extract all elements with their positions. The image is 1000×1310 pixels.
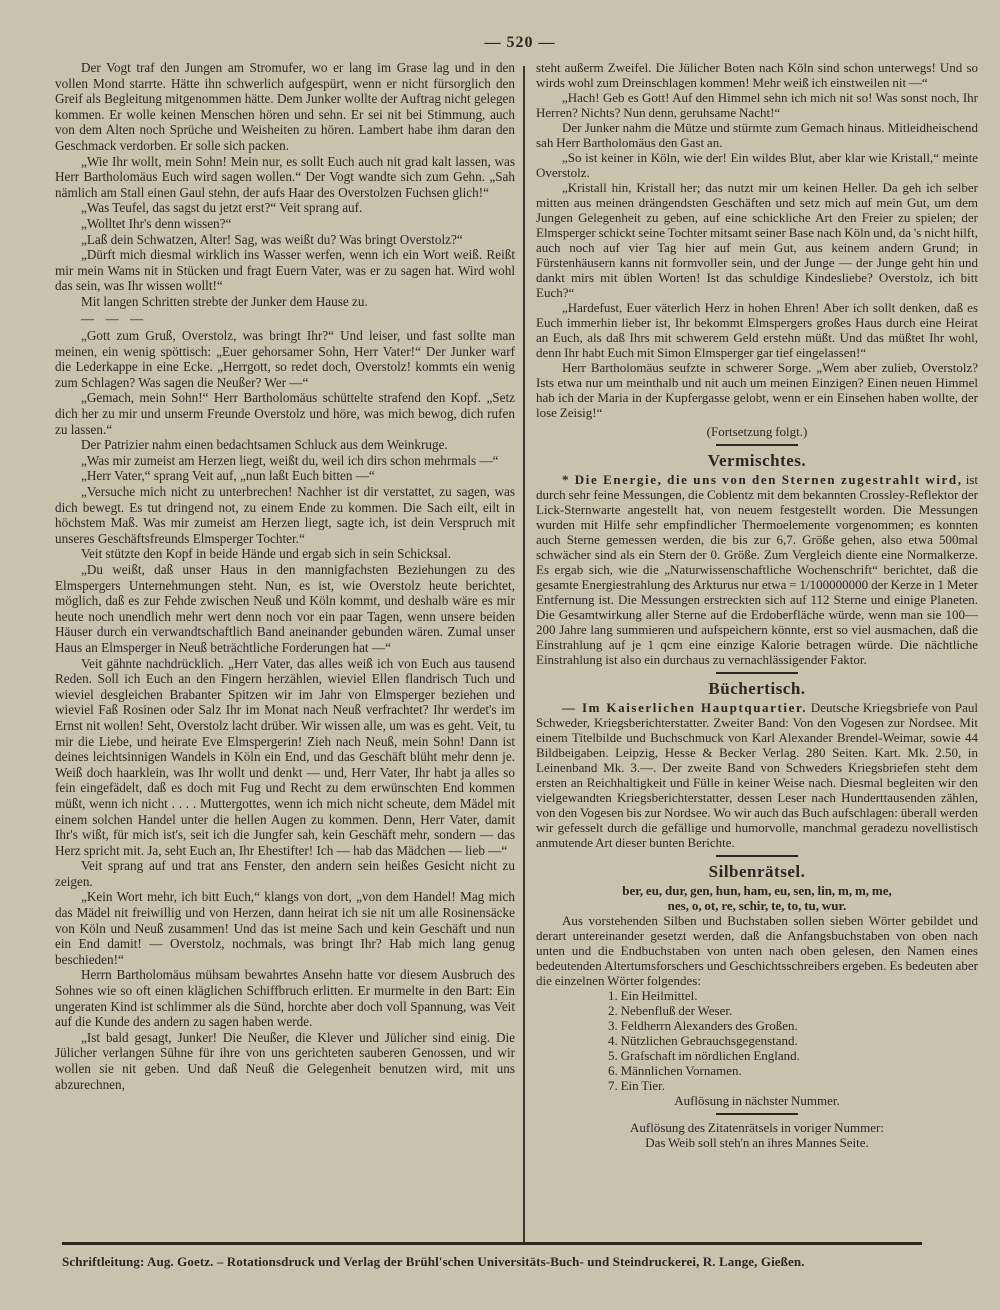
riddle-item: 7. Ein Tier. xyxy=(608,1078,665,1093)
paragraph: „Kristall hin, Kristall her; das nutzt mir um keinen Heller. Da geh ich selber mitten aus meinen drängendsten Geschäften und setz mich auf mein Gut, um dem Jungen Gelegenheit zu geben, auf eine schickliche Art den Freier zu spielen; der Elmsperger schickt seine Tochter mitsamt seiner Base nach Köln und, da 's nicht hilft, auch noch auf vier Tag hier auf mein Gut, aus keinem andern Grund; in Fürstenhäusern kanns nit formvoller sein, und der Junge — der Junge geht hin und dankt mirs mit üblen Worten! Ist das schuldige Kindesliebe? Overstolz, ich bitt Euch?“ xyxy=(536,180,978,300)
page-number: — 520 — xyxy=(484,34,556,51)
previous-solution-label: Auflösung des Zitatenrätsels in voriger Nummer: xyxy=(630,1120,884,1135)
paragraph: „Du weißt, daß unser Haus in den mannigfachsten Beziehungen zu des Elmspergers Unternehmungen steht. Nun, es ist, wie Overstolz heute berichtet, möglich, daß es zur Fehde zwischen Neuß und Köln kommt, und deshalb wäre es mir heute noch unendlich mehr wert denn noch vor ein paar Tagen, wenn unsere beiden Häuser durch ein verwandtschaftlich Band aneinander gebunden wären. Zumal unser Haus an Elmsperger in Neuß beträchtliche Forderungen hat —“ xyxy=(55,562,515,655)
section-rule xyxy=(716,444,798,446)
paragraph: Veit stützte den Kopf in beide Hände und ergab sich in sein Schicksal. xyxy=(81,546,452,562)
to-be-continued: (Fortsetzung folgt.) xyxy=(706,424,808,439)
riddle-syllables-1: ber, eu, dur, gen, hun, ham, eu, sen, lin, m, m, me, xyxy=(622,883,892,898)
miscellany-lead: * Die Energie, die uns von den Sternen zugestrahlt wird, xyxy=(562,472,963,487)
riddle-item: 3. Feldherrn Alexanders des Großen. xyxy=(608,1018,798,1033)
story-part-3 xyxy=(536,90,978,420)
paragraph: „Was mir zumeist am Herzen liegt, weißt du, weil ich dirs schon mehrmals —“ xyxy=(81,452,499,468)
paragraph: „Laß dein Schwatzen, Alter! Sag, was weißt du? Was bringt Overstolz?“ xyxy=(81,231,463,247)
paragraph: Veit sprang auf und trat ans Fenster, den andern sein heißes Gesicht nicht zu zeigen. xyxy=(55,858,515,889)
paragraph: „Was Teufel, das sagst du jetzt erst?“ Veit sprang auf. xyxy=(81,200,363,216)
paragraph: „Dürft mich diesmal wirklich ins Wasser werfen, wenn ich ein Wort weiß. Reißt mir mein Wams nit in Stücken und fragt Euern Vater, was er zu sagen hat. Wird wohl das sein, was Ihr wissen wollt!“ xyxy=(55,247,515,294)
book-review xyxy=(536,700,978,850)
paragraph: „Wolltet Ihr's denn wissen?“ xyxy=(81,215,232,231)
section-rule xyxy=(716,1113,798,1115)
miscellany-heading: Vermischtes. xyxy=(707,451,807,470)
paragraph: „Gemach, mein Sohn!“ Herr Bartholomäus schüttelte strafend den Kopf. „Setz dich her zu mir und unserm Freunde Overstolz und höre, was mich bewog, dich rufen zu lassen.“ xyxy=(55,390,515,437)
riddle-item: 2. Nebenfluß der Weser. xyxy=(608,1003,733,1018)
paragraph: Herrn Bartholomäus mühsam bewahrtes Ansehn hatte vor diesem Ausbruch des Sohnes wie so oft einen kläglichen Schiffbruch erlitten. Er murmelte in den Bart: Ein ungeraten Kind ist schlimmer als die Sünd, horchte aber doch voll Spannung, was Veit auf die Kunde des andern zu sagen haben werde. xyxy=(55,967,515,1030)
story-part-2 xyxy=(55,328,515,1092)
paragraph: „Kein Wort mehr, ich bitt Euch,“ klangs von dort, „von dem Handel! Mag mich das Mädel nit freiwillig und von Herzen, dann heirat ich sie nit um alle Rosinensäcke von Köln und Neuß zusammen! Und das ist meine Sach und kein Geschäft und nun ein End damit! — Overstolz, nochmals, was bringt Ihr? Hab mich lang genug beschieden!“ xyxy=(55,889,515,967)
paragraph: Der Vogt traf den Jungen am Stromufer, wo er lang im Grase lag und in den vollen Mond starrte. Hätte ihn schwerlich aufgespürt, wenn er nicht fürsorglich den Greif als Begleitung mitgenommen hätte. Dem Junker wollte der Auftrag nicht gelegen kommen. Er wolle keinen Menschen hören und sehn. Er sei nit bei Stimmung, auch von dem Alten noch Sprüche und Weisheiten zu hören. Lambert habe ihm daran den Geschmack verdorben. Er solle sich packen. xyxy=(55,60,515,153)
book-title: — Im Kaiserlichen Hauptquartier. xyxy=(562,700,808,715)
right-column xyxy=(536,60,978,1150)
paragraph: Mit langen Schritten strebte der Junker dem Hause zu. xyxy=(81,293,368,309)
imprint: Schriftleitung: Aug. Goetz. – Rotationsdruck und Verlag der Brühl'schen Universitäts-Buch- und Steindruckerei, R. Lange, Gießen. xyxy=(62,1254,805,1269)
riddle-list xyxy=(608,988,978,1093)
books-heading: Büchertisch. xyxy=(708,679,806,698)
riddle-syllables-2: nes, o, ot, re, schir, te, to, tu, wur. xyxy=(667,898,847,913)
previous-solution: Das Weib soll steh'n an ihres Mannes Seite. xyxy=(645,1135,869,1150)
riddle-item: 1. Ein Heilmittel. xyxy=(608,988,698,1003)
paragraph: „So ist keiner in Köln, wie der! Ein wildes Blut, aber klar wie Kristall,“ meinte Overstolz. xyxy=(536,150,978,180)
miscellany-body: ist durch sehr feine Messungen, die Coblentz mit dem bekannten Crossley-Reflektor der Lick-Sternwarte angestellt hat, von neuem festgestellt worden. Die Messungen wurden mit Hilfe sehr empfindlicher Thermoelemente vorgenommen; es konnten auch Sterne gemessen werden, die bis zur 6,7. Größe gehen, also etwa 500mal schwächer sind als ein Stern der 0. Größe. Zum Vergleich diente eine Normalkerze. Es ergab sich, wie die „Naturwissenschaftliche Wochenschrift“ berichtet, daß die gesamte Energiestrahlung des Arkturus nur etwa = 1/100000000 der Kerze in 1 Meter Entfernung ist. Die Messungen erstreckten sich auf 112 Sterne und einige Planeten. Die Gesamtwirkung aller Sterne auf die Erdoberfläche würde, wenn man sie 100—200 Jahre lang summieren und aufspeichern könnte, erst so viel ausmachen, daß die Einstrahlung auf je 1 qcm eine einzige Kalorie betragen würde. Die nächtliche Einstrahlung ist also ein durchaus zu vernachlässigender Faktor. xyxy=(536,472,978,667)
paragraph: „Wie Ihr wollt, mein Sohn! Mein nur, es sollt Euch auch nit grad kalt lassen, was Herr Bartholomäus Euch wird sagen wollen.“ Der Vogt wandte sich zum Gehn. „Sah nämlich am Stall einen Gaul stehn, der aufs Haar des Overstolzen Fuchsen glich!“ xyxy=(55,153,515,200)
riddle-item: 5. Grafschaft im nördlichen England. xyxy=(608,1048,800,1063)
riddle-solution-note: Auflösung in nächster Nummer. xyxy=(674,1093,840,1108)
miscellany-article xyxy=(536,472,978,667)
riddle-instructions: Aus vorstehenden Silben und Buchstaben sollen sieben Wörter gebildet und derart untereinander gesetzt werden, daß die Anfangsbuchstaben von oben nach unten und die Endbuchstaben von unten nach oben gelesen, den Namen eines bedeutenden Altertumsforschers und Geschichtsschreibers ergeben. Es bedeuten aber die einzelnen Wörter folgendes: xyxy=(536,913,978,988)
riddle-item: 4. Nützlichen Gebrauchsgegenstand. xyxy=(608,1033,798,1048)
book-review-body: Deutsche Kriegsbriefe von Paul Schweder, Kriegsberichterstatter. Zweiter Band: Von den Vogesen zur Nordsee. Mit einem Titelbilde und Buchschmuck von Karl Alexander Brendel-Weimar, sowie 44 Bildbeigaben. Leipzig, Hesse & Becker Verlag. 280 Seiten. Kart. Mk. 2.50, in Leinenband Mk. 3.—. Der zweite Band von Schweders Kriegsbriefen steht dem ersten an Reichhaltigkeit und Fülle in keiner Weise nach. Diesmal begleiten wir den vielgewandten Kriegsberichterstatter, dessen Leser nach Hunderttausenden zählen, von den Vogesen bis zur Nordsee. Wo wir auch das Buch aufschlagen: überall werden wir gefesselt durch die gefällige und humorvolle, manchmal geradezu novellistisch anmutende Art dieser bunten Berichte. xyxy=(536,700,978,850)
paragraph: Herr Bartholomäus seufzte in schwerer Sorge. „Wem aber zulieb, Overstolz? Ists etwa nur um meinthalb und nit auch um meinen Einzigen? Einen neuen Himmel hab ich der Maria in der Kupfergasse gelobt, wenn er ein Einsehen haben wollte, der lose Zeisig!“ xyxy=(536,360,978,420)
paragraph: „Versuche mich nicht zu unterbrechen! Nachher ist dir verstattet, zu sagen, was dich bewegt. Es tut dringend not, zu einem Ende zu kommen. Die Sach eilt, eilt in höchstem Maß. Was mir zumeist am Herzen liegt, sagte ich, ist dein Verspruch mit unseres Geschäftsfreunds Elmsperger Tochter.“ xyxy=(55,484,515,546)
riddle-heading: Silbenrätsel. xyxy=(708,862,806,881)
footer-rule xyxy=(62,1242,922,1245)
paragraph: Veit gähnte nachdrücklich. „Herr Vater, das alles weiß ich von Euch aus tausend Reden. Soll ich Euch an den Fingern herzählen, wieviel Ellen flandrisch Tuch und wieviel desgleichen Brabanter Spitzen wir im Jahr von Elmsperger beziehen und wieviel Faß Rosinen oder Salz Ihr im Monat nach Neuß verfrachtet? Ihr werdet's im Ernst nit wollen! Seht, Overstolz lacht drüber. Wir wissen alle, um was es geht. Veit, tu mir die Liebe, und heirate Eve Elmspergerin! Zieh nach Neuß, mein Sohn! Dann ist deines leichtsinnigen Wandels in Köln ein End, und das Geschäft blüht mehr denn je. Weiß doch haarklein, was Ihr wollt und denkt — und, Herr Vater, Ihr habt ja alles so fein eingefädelt, daß es doch mit Fug und Recht zu dem erwünschten End kommen müßt, wenn ich nicht . . . . Muttergottes, wenn ich mich nicht scheute, dem Mädel mit einem solchen Handel unter die hellen Augen zu kommen. Denn, Herr Vater, damit Ihr's wißt, für mich ist's, seit ich die Jungfer sah, kein Geschäft mehr, sondern — das Herz spricht mit. Ja, seht Euch an, Ihr Ehestifter! Ich — hab das Mädchen — lieb —“ xyxy=(55,655,515,858)
section-separator: — — — xyxy=(81,310,148,326)
paragraph: Der Junker nahm die Mütze und stürmte zum Gemach hinaus. Mitleidheischend sah Herr Bartholomäus den Gast an. xyxy=(536,120,978,150)
left-column xyxy=(55,60,515,1092)
paragraph: Der Patrizier nahm einen bedachtsamen Schluck aus dem Weinkruge. xyxy=(81,437,448,453)
story-continuation: steht außerm Zweifel. Die Jülicher Boten nach Köln sind schon unterwegs! Und so wirds wohl zum Dreinschlagen kommen! Mehr weiß ich einstweilen nit —“ xyxy=(536,60,978,90)
paragraph: „Hach! Geb es Gott! Auf den Himmel sehn ich mich nit so! Was sonst noch, Ihr Herren? Nichts? Nun denn, geruhsame Nacht!“ xyxy=(536,90,978,120)
paragraph: „Hardefust, Euer väterlich Herz in hohen Ehren! Aber ich sollt denken, daß es Euch immerhin lieber ist, Ihr bekommt Elmspergers großes Haus durch eine Heirat an Euch, als daß Ihrs mit schwerem Geld erstehn müßt. Und das müßtet Ihr wohl, denn Ihr habt Euch mit Simon Elmsperger gar tief eingelassen!“ xyxy=(536,300,978,360)
riddle-item: 6. Männlichen Vornamen. xyxy=(608,1063,742,1078)
paragraph: „Herr Vater,“ sprang Veit auf, „nun laßt Euch bitten —“ xyxy=(81,468,375,484)
paragraph: „Ist bald gesagt, Junker! Die Neußer, die Klever und Jülicher sind einig. Die Jülicher verlangen Sühne für ihre von uns gerichteten sauberen Genossen, und wir wollen sie nit geben. Und daß Neuß die Gelegenheit benutzen wird, mit uns abzurechnen, xyxy=(55,1029,515,1092)
section-rule xyxy=(716,672,798,674)
section-rule xyxy=(716,855,798,857)
column-divider xyxy=(523,66,525,1242)
story-part-1 xyxy=(55,60,515,310)
paragraph: „Gott zum Gruß, Overstolz, was bringt Ihr?“ Und leiser, und fast sollte man meinen, ein wenig spöttisch: „Euer gehorsamer Sohn, Herr Vater!“ Der Junker warf die Lederkappe in eine Ecke. „Herrgott, so redet doch, Overstolz! kommts ein wenig zum Schlagen? Was sagen die Neußer? Wer —“ xyxy=(55,328,515,390)
